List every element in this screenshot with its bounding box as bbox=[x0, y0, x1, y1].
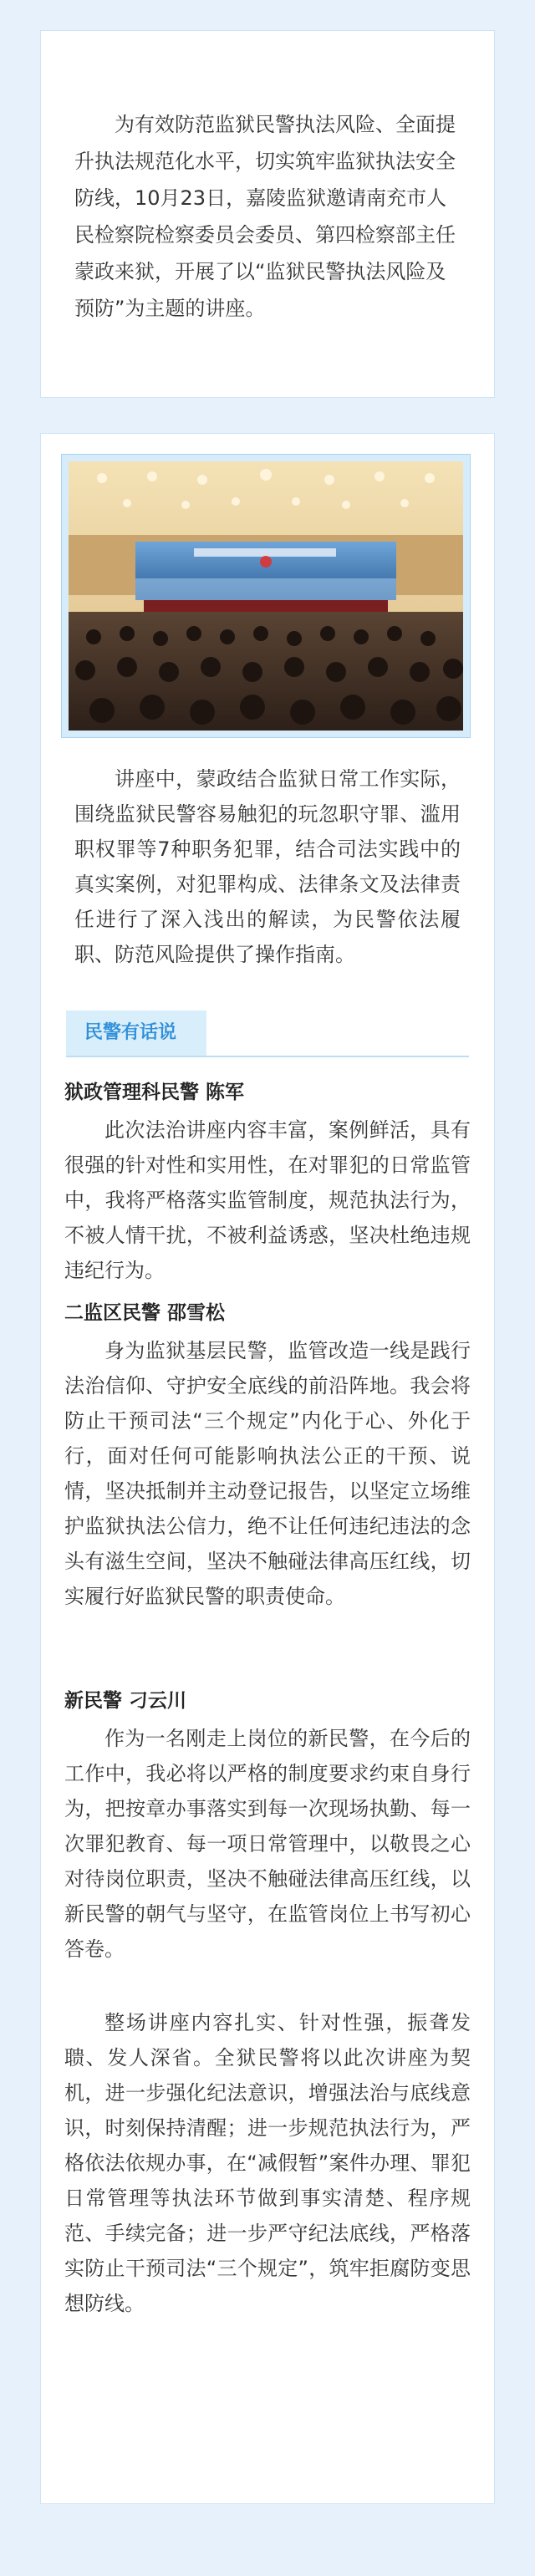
intro-card bbox=[40, 30, 495, 398]
lecture-hall-image bbox=[69, 461, 463, 731]
section-header bbox=[66, 1011, 469, 1057]
section-title: 民警有话说 bbox=[84, 1022, 177, 1043]
speaker-name-1: 狱政管理科民警 陈军 bbox=[64, 1082, 245, 1103]
speaker-name-2: 二监区民警 邵雪松 bbox=[64, 1302, 226, 1324]
speaker-quote-1: 此次法治讲座内容丰富，案例鲜活，具有很强的针对性和实用性，在对罪犯的日常监管中，我将严格落实监管制度，规范执法行为，不被人情干扰，不被利益诱惑，坚决杜绝违规违纪行为。 bbox=[64, 1118, 471, 1282]
conclusion-paragraph: 整场讲座内容扎实、针对性强，振聋发聩、发人深省。全狱民警将以此次讲座为契机，进一步强化纪法意识，增强法治与底线意识，时刻保持清醒；进一步规范执法行为，严格依法依规办事，在“减假暂”案件办理、罪犯日常管理等执法环节做到事实清楚、程序规范、手续完备；进一步严守纪法底线，严格落实防止干预司法“三个规定”，筑牢拒腐防变思想防线。 bbox=[64, 2011, 471, 2315]
lecture-paragraph: 讲座中，蒙政结合监狱日常工作实际，围绕监狱民警容易触犯的玩忽职守罪、滥用职权罪等7种职务犯罪，结合司法实践中的真实案例，对犯罪构成、法律条文及法律责任进行了深入浅出的解读，为民警依法履职、防范风险提供了操作指南。 bbox=[74, 767, 461, 966]
speaker-quote-3: 作为一名刚走上岗位的新民警，在今后的工作中，我必将以严格的制度要求约束自身行为，把按章办事落实到每一次现场执勤、每一次罪犯教育、每一项日常管理中，以敬畏之心对待岗位职责，坚决不触碰法律高压红线，以新民警的朝气与坚守，在监管岗位上书写初心答卷。 bbox=[64, 1727, 471, 1961]
speaker-quote-2: 身为监狱基层民警，监管改造一线是践行法治信仰、守护安全底线的前沿阵地。我会将防止干预司法“三个规定”内化于心、外化于行，面对任何可能影响执法公正的干预、说情，坚决抵制并主动登记报告，以坚定立场维护监狱执法公信力，绝不让任何违纪违法的念头有滋生空间，坚决不触碰法律高压红线，切实履行好监狱民警的职责使命。 bbox=[64, 1339, 471, 1608]
article-card bbox=[40, 433, 495, 2504]
intro-paragraph: 为有效防范监狱民警执法风险、全面提升执法规范化水平，切实筑牢监狱执法安全防线，10月23日，嘉陵监狱邀请南充市人民检察院检察委员会委员、第四检察部主任蒙政来狱，开展了以“监狱民警执法风险及预防”为主题的讲座。 bbox=[74, 113, 456, 320]
lecture-photo bbox=[61, 454, 471, 738]
speaker-name-3: 新民警 刁云川 bbox=[64, 1690, 187, 1712]
